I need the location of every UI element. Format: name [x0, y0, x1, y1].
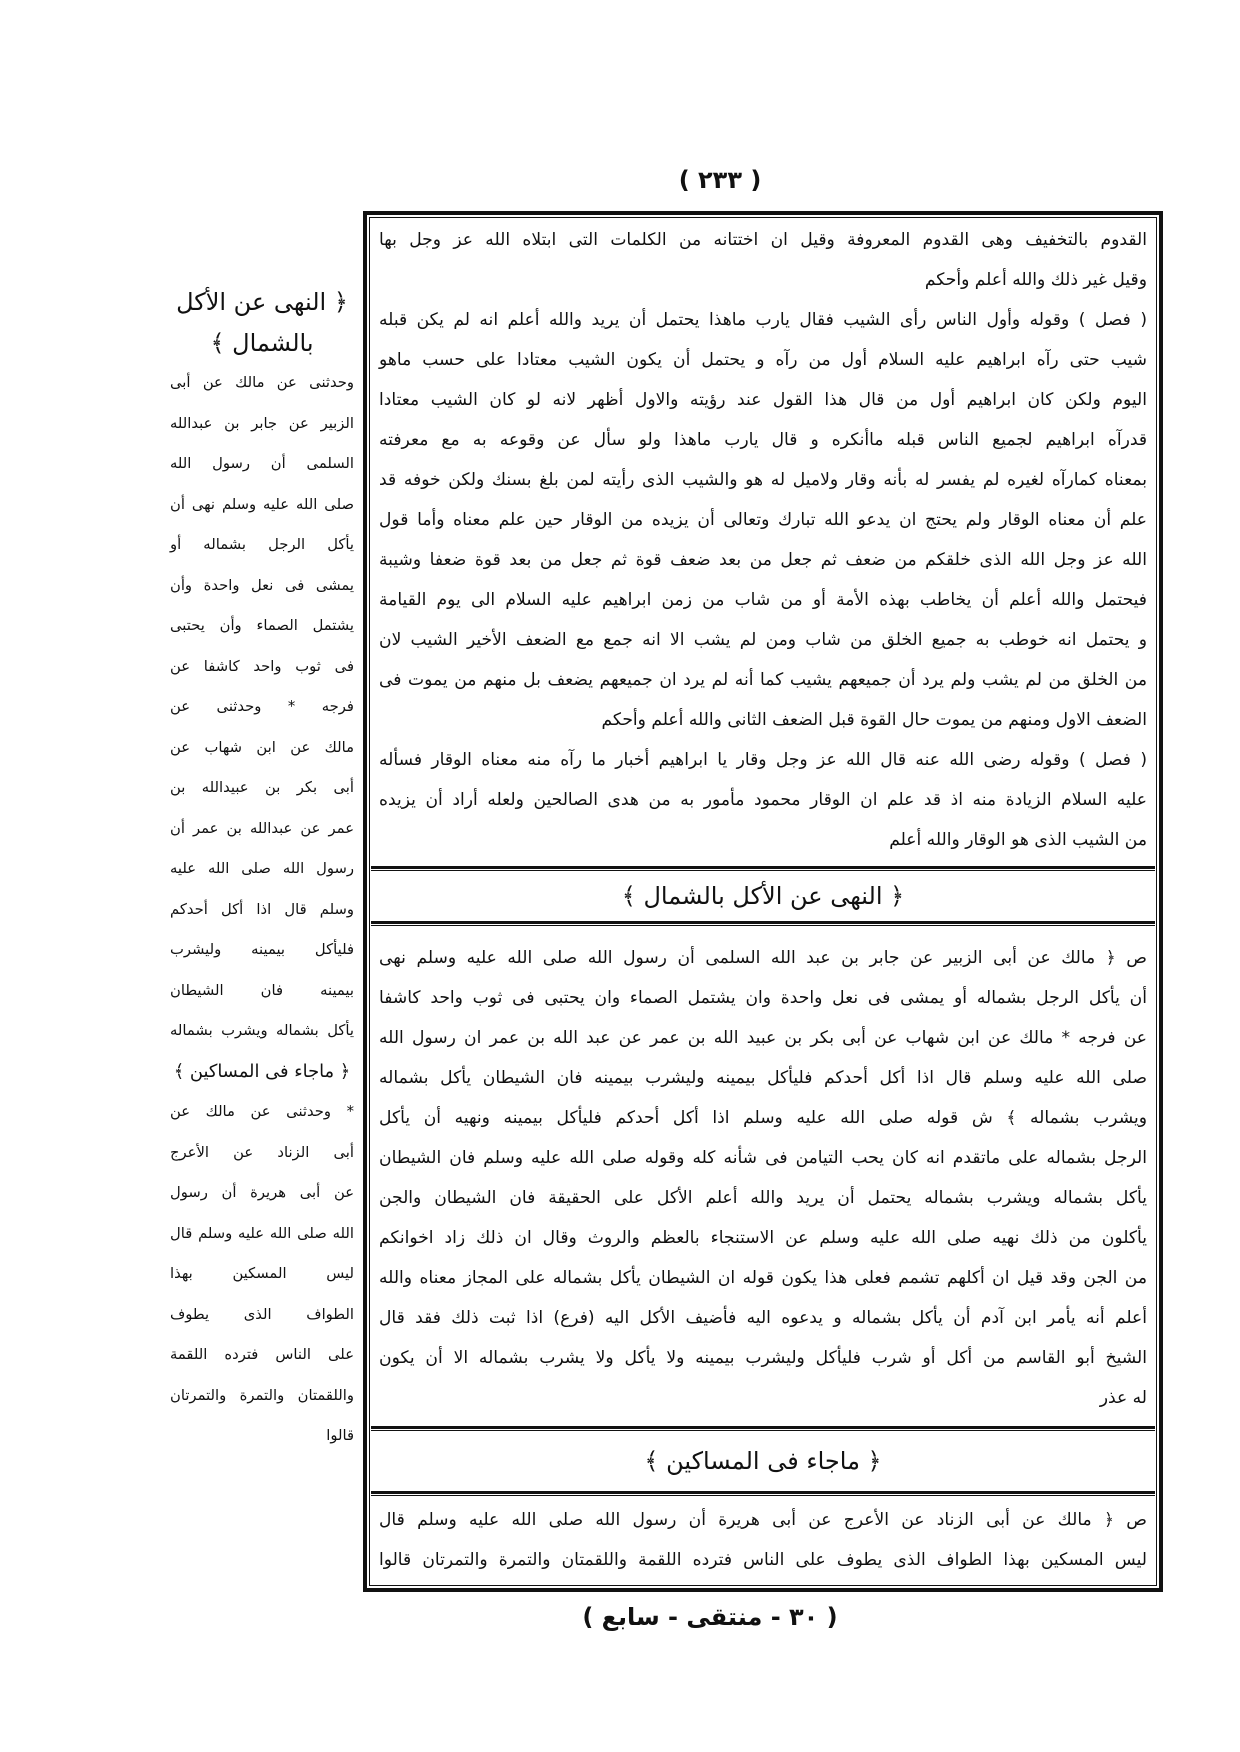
main-text-line: الشيخ أبو القاسم من أكل أو شرب فليأكل وليشرب بيمينه ولا يأكل ولا يشرب بشماله الا أن يكون	[379, 1348, 1147, 1368]
margin-text-line: وحدثنى عن مالك عن أبى	[170, 374, 354, 391]
main-text-line: يأكل بشماله ويشرب بشماله يحتمل أن يريد والله أعلم الأكل على الحقيقة فان الشيطان والجن	[379, 1188, 1147, 1208]
margin-text-line: مالك عن ابن شهاب عن	[170, 738, 354, 756]
main-text-line: شيب حتى رآه ابراهيم عليه السلام أول من رآه و يحتمل أن يكون الشيب معتادا على حسب ماهو	[379, 350, 1147, 370]
main-text-line: أن يأكل الرجل بشماله أو يمشى فى نعل واحدة وان يشتمل الصماء وان يحتبى فى ثوب واحد كاشفا	[379, 988, 1147, 1008]
margin-text-line: رسول الله صلى الله عليه	[170, 860, 354, 877]
main-text-line: فيحتمل والله أعلم أن يخاطب بهذه الأمة أو من شاب من زمن ابراهيم عليه السلام الى يوم القيامة	[379, 590, 1147, 610]
main-text-line: من الشيب الذى هو الوقار والله أعلم	[889, 830, 1147, 850]
margin-heading: ﴿ ماجاء فى المساكين ﴾	[173, 1060, 351, 1082]
main-text-line: صلى الله عليه وسلم قال اذا أكل أحدكم فليأكل بيمينه وليشرب بيمينه فان الشيطان يأكل بشماله	[379, 1068, 1147, 1088]
main-text-line: اليوم ولكن كان ابراهيم أول من قال هذا القول عند رؤيته والاول أظهر لانه لو كان الشيب معتادا	[379, 390, 1147, 410]
main-text-line: ص ﴿ مالك عن أبى الزبير عن جابر بن عبد الله السلمى أن رسول الله صلى الله عليه وسلم نهى	[379, 948, 1147, 968]
margin-text-line: عن أبى هريرة أن رسول	[170, 1184, 354, 1201]
main-text-line: من الجن وقد قيل ان أكلهم تشمم فعلى هذا يكون قوله ان الشيطان يأكل بشماله على المجاز معناه والله	[379, 1268, 1147, 1288]
main-text-line: عليه السلام الزيادة منه اذ قد علم ان الوقار محمود مأمور به من هدى الصالحين ولعله أراد أن يزيده	[379, 790, 1147, 810]
margin-text-line: ليس المسكين بهذا	[170, 1265, 354, 1282]
margin-text-line: أبى الزناد عن الأعرج	[170, 1143, 354, 1161]
main-text-line: أعلم أنه يأمر ابن آدم أن يأكل بشماله و يدعوه اليه فأضيف الأكل اليه (فرع) اذا ثبت ذلك فقد قال	[379, 1308, 1147, 1328]
margin-text-line: عمر عن عبدالله بن عمر أن	[170, 819, 354, 837]
page-number: ( ٢٣٣ )	[678, 166, 762, 194]
margin-text-line: يأكل الرجل بشماله أو	[170, 536, 354, 553]
main-text-line: ( فصل ) وقوله رضى الله عنه قال الله عز وجل وقار يا ابراهيم أخبار ما رآه منه معناه الوقار فسأله	[379, 750, 1147, 770]
margin-text-line: أبى بكر بن عبيدالله بن	[170, 779, 354, 796]
margin-heading: ﴿ النهى عن الأكل	[176, 288, 348, 316]
commentary-block	[379, 220, 1147, 860]
main-text-line: الله عز وجل الله الذى خلقكم من ضعف ثم جعل من بعد ضعف قوة ثم جعل من بعد قوة ضعفا وشيبة	[379, 550, 1147, 570]
main-text-line: ويشرب بشماله ﴾ ش قوله صلى الله عليه وسلم اذا أكل أحدكم فليأكل بيمينه ونهيه أن يأكل	[379, 1108, 1147, 1128]
section-heading: ﴿ ماجاء فى المساكين ﴾	[644, 1447, 882, 1475]
margin-column	[170, 282, 354, 1457]
main-text-line: له عذر	[1099, 1388, 1147, 1408]
margin-heading: بالشمال ﴾	[210, 328, 314, 357]
main-text-line: بمعناه كمارآه لغيره لم يفسر له بأنه وقار ولاميل له هو والشيب الذى رأيته لمن بلغ بسنك ولكن خوفه قد	[379, 470, 1147, 490]
main-text-line: علم أن معناه الوقار ولم يحتج ان يدعو الله تبارك وتعالى أن يزيده من الوقار حين علم معناه وأما قول	[379, 510, 1147, 530]
margin-text-line: السلمى أن رسول الله	[170, 455, 354, 472]
margin-text-line: قالوا	[326, 1427, 354, 1444]
margin-text-line: واللقمتان والتمرة والتمرتان	[170, 1386, 354, 1404]
margin-text-line: وسلم قال اذا أكل أحدكم	[170, 900, 354, 918]
main-text-line: عن فرجه * مالك عن ابن شهاب عن أبى بكر بن عبيد الله بن عمر عن عبد الله بن عمر ان رسول الله	[379, 1028, 1147, 1048]
main-text-line: ليس المسكين بهذا الطواف الذى يطوف على الناس فترده اللقمة واللقمتان والتمرة والتمرتان قالوا	[379, 1550, 1147, 1570]
margin-text-line: فليأكل بيمينه وليشرب	[170, 941, 354, 958]
main-text-line: ( فصل ) وقوله وأول الناس رأى الشيب فقال يارب ماهذا يحتمل أن يريد والله أعلم انه لم يكن قبله	[379, 310, 1147, 330]
main-text-line: و يحتمل انه خوطب به جميع الخلق من شاب ومن لم يشب الا انه جمع مع الضعف الأخير الشيب لان	[379, 630, 1147, 650]
horizontal-rule	[371, 1491, 1155, 1496]
main-text-line: وقيل غير ذلك والله أعلم وأحكم	[924, 270, 1147, 290]
margin-text-line: على الناس فترده اللقمة	[170, 1346, 354, 1363]
section-eating-block	[379, 938, 1147, 1418]
main-text-line: من الخلق من لم يشب ولم يرد أن جميعهم يشيب كما أنه لم يرد ان جميعهم يضعف بل منهم من يموت فى	[379, 670, 1147, 690]
margin-text-line: فرجه * وحدثنى عن	[170, 698, 354, 715]
horizontal-rule	[371, 921, 1155, 926]
margin-text-line: يشتمل الصماء وأن يحتبى	[170, 617, 354, 634]
main-text-line: الرجل بشماله على ماتقدم انه كان يحب التيامن فى شأنه كله وقوله صلى الله عليه وسلم فان الشيطان	[379, 1148, 1147, 1168]
main-text-line: ص ﴿ مالك عن أبى الزناد عن الأعرج عن أبى هريرة أن رسول الله صلى الله عليه وسلم قال	[379, 1510, 1147, 1530]
margin-text-line: بيمينه فان الشيطان	[170, 981, 354, 999]
main-text-line: يأكلون من ذلك نهيه صلى الله عليه وسلم عن الاستنجاء بالعظم والروث وقال ان ذلك زاد اخوانكم	[379, 1228, 1147, 1248]
margin-text-line: الله صلى الله عليه وسلم قال	[170, 1224, 354, 1242]
main-text-line: قدرآه ابراهيم لجميع الناس قبله ماأنكره و قال يارب ماهذا ولو سأل عن وقوعه به مع معرفته	[379, 430, 1147, 450]
main-text-line: الضعف الاول ومنهم من يموت حال القوة قبل الضعف الثانى والله أعلم وأحكم	[601, 710, 1147, 730]
margin-text-line: الزبير عن جابر بن عبدالله	[170, 414, 354, 432]
footer-signature: ( ٣٠ - منتقى - سابع )	[582, 1603, 838, 1631]
main-text-box	[363, 211, 1163, 1592]
margin-text-line: فى ثوب واحد كاشفا عن	[170, 657, 354, 675]
margin-text-line: الطواف الذى يطوف	[170, 1305, 354, 1323]
margin-text-line: صلى الله عليه وسلم نهى أن	[170, 495, 354, 513]
section-poor-block	[379, 1500, 1147, 1580]
margin-text-line: * وحدثنى عن مالك عن	[170, 1103, 354, 1120]
main-text-line: القدوم بالتخفيف وهى القدوم المعروفة وقيل ان اختتانه من الكلمات التى ابتلاه الله عز وجل بها	[379, 230, 1147, 250]
margin-text-line: يمشى فى نعل واحدة وأن	[170, 576, 354, 594]
margin-text-line: يأكل بشماله ويشرب بشماله	[170, 1022, 354, 1039]
section-heading: ﴿ النهى عن الأكل بالشمال ﴾	[621, 882, 905, 910]
